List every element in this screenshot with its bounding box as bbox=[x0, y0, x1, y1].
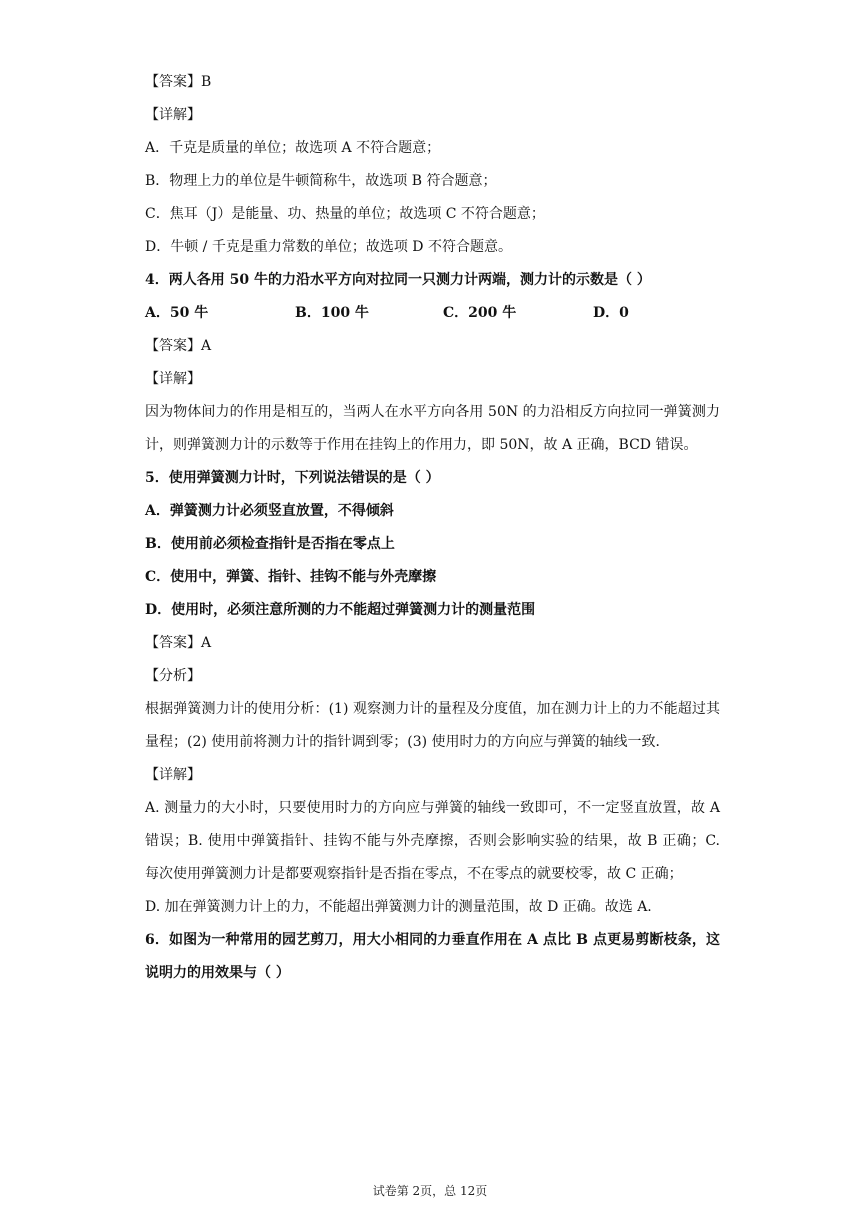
q4-detail-header: 【详解】 bbox=[145, 371, 201, 387]
q3-answer: 【答案】B bbox=[145, 74, 212, 90]
q4-option-a: A．50 牛 bbox=[145, 305, 209, 321]
q5-detail-text: A. 测量力的大小时，只要使用时力的方向应与弹簧的轴线一致即可，不一定竖直放置，故 A 错误；B. 使用中弹簧指针、挂钩不能与外壳摩擦，否则会影响实验的结果，故 B 正确；C. 每次使用弹簧测力计是都要观察指针是否指在零点，不在零点的就要校零，故 C 正确； bbox=[145, 800, 720, 882]
q3-detail-header: 【详解】 bbox=[145, 107, 201, 123]
q4-answer: 【答案】A bbox=[145, 338, 212, 354]
q5-option-c: C．使用中，弹簧、指针、挂钩不能与外壳摩擦 bbox=[145, 569, 437, 585]
q5-option-b: B．使用前必须检查指针是否指在零点上 bbox=[145, 536, 395, 552]
q3-detail-line-b: B．物理上力的单位是牛顿简称牛，故选项 B 符合题意； bbox=[145, 173, 497, 189]
q4-detail-text: 因为物体间力的作用是相互的，当两人在水平方向各用 50N 的力沿相反方向拉同一弹簧测力计，则弹簧测力计的示数等于作用在挂钩上的作用力，即 50N，故 A 正确，BCD 错误。 bbox=[145, 404, 720, 453]
q3-detail-line-a: A．千克是质量的单位；故选项 A 不符合题意； bbox=[145, 140, 441, 156]
q4-option-c: C．200 牛 bbox=[443, 305, 517, 321]
q5-analysis-text: 根据弹簧测力计的使用分析：(1) 观察测力计的量程及分度值，加在测力计上的力不能超过其量程；(2) 使用前将测力计的指针调到零；(3) 使用时力的方向应与弹簧的轴线一致． bbox=[145, 701, 720, 750]
q4-option-d: D．0 bbox=[593, 305, 629, 321]
q6-question: 6．如图为一种常用的园艺剪刀，用大小相同的力垂直作用在 A 点比 B 点更易剪断枝条，这说明力的用效果与（ ） bbox=[145, 932, 720, 981]
q5-option-d: D．使用时，必须注意所测的力不能超过弹簧测力计的测量范围 bbox=[145, 602, 536, 618]
q5-detail-last: D. 加在弹簧测力计上的力，不能超出弹簧测力计的测量范围，故 D 正确。故选 A. bbox=[145, 899, 652, 915]
q5-answer: 【答案】A bbox=[145, 635, 212, 651]
q4-option-b: B．100 牛 bbox=[295, 305, 369, 321]
page-content bbox=[145, 66, 720, 990]
q5-question: 5．使用弹簧测力计时，下列说法错误的是（ ） bbox=[145, 470, 440, 486]
q3-detail-line-c: C．焦耳（J）是能量、功、热量的单位；故选项 C 不符合题意； bbox=[145, 206, 545, 222]
q5-analysis-header: 【分析】 bbox=[145, 668, 201, 684]
page-footer: 试卷第 2页，总 12页 bbox=[372, 1184, 488, 1198]
q5-option-a: A．弹簧测力计必须竖直放置，不得倾斜 bbox=[145, 503, 394, 519]
q5-detail-header: 【详解】 bbox=[145, 767, 201, 783]
q4-options bbox=[145, 297, 720, 330]
q3-detail-line-d: D．牛顿 / 千克是重力常数的单位；故选项 D 不符合题意。 bbox=[145, 239, 512, 255]
q4-question: 4．两人各用 50 牛的力沿水平方向对拉同一只测力计两端，测力计的示数是（ ） bbox=[145, 272, 651, 288]
